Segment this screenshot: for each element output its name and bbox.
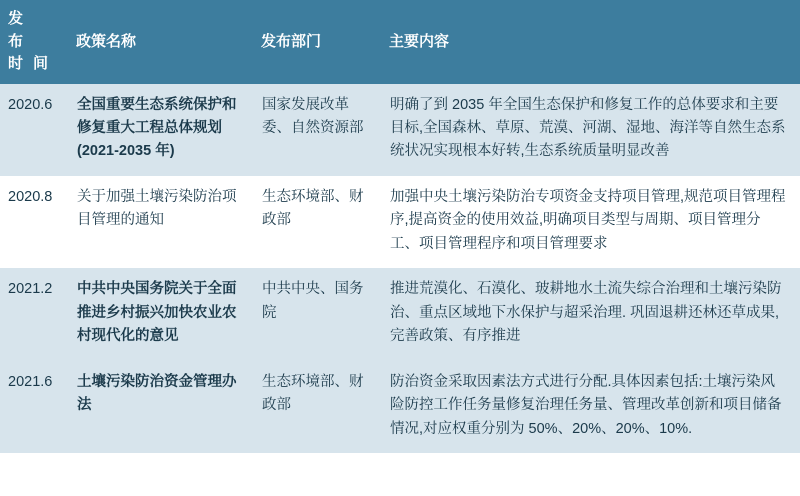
cell-content: 加强中央土壤污染防治专项资金支持项目管理,规范项目管理程序,提高资金的使用效益,明确项目类型与周期、项目管理分工、项目管理程序和项目管理要求 — [381, 176, 800, 268]
cell-time: 2020.6 — [0, 84, 68, 176]
cell-policy-name: 土壤污染防治资金管理办法 — [68, 361, 253, 453]
column-header-time-line1: 发 布 — [8, 10, 34, 50]
table-body — [0, 84, 800, 454]
cell-department: 生态环境部、财政部 — [253, 361, 381, 453]
column-header-content: 主要内容 — [381, 0, 800, 84]
table-header — [0, 0, 800, 84]
cell-department: 中共中央、国务院 — [253, 268, 381, 360]
cell-department: 生态环境部、财政部 — [253, 176, 381, 268]
table-header-row — [0, 0, 800, 84]
cell-time: 2020.8 — [0, 176, 68, 268]
cell-time: 2021.2 — [0, 268, 68, 360]
cell-policy-name: 全国重要生态系统保护和修复重大工程总体规划(2021-2035 年) — [68, 84, 253, 176]
cell-content: 防治资金采取因素法方式进行分配.具体因素包括:土壤污染风险防控工作任务量修复治理任务量、管理改革创新和项目储备情况,对应权重分别为 50%、20%、20%、10%. — [381, 361, 800, 453]
cell-content: 明确了到 2035 年全国生态保护和修复工作的总体要求和主要目标,全国森林、草原、荒漠、河湖、湿地、海洋等自然生态系统状况实现根本好转,生态系统质量明显改善 — [381, 84, 800, 176]
column-header-dept: 发布部门 — [253, 0, 381, 84]
cell-policy-name: 中共中央国务院关于全面推进乡村振兴加快农业农村现代化的意见 — [68, 268, 253, 360]
column-header-name: 政策名称 — [68, 0, 253, 84]
cell-department: 国家发展改革委、自然资源部 — [253, 84, 381, 176]
table-row — [0, 84, 800, 176]
cell-content: 推进荒漠化、石漠化、玻耕地水土流失综合治理和土壤污染防治、重点区域地下水保护与超采治理. 巩固退耕还林还草成果,完善政策、有序推进 — [381, 268, 800, 360]
cell-time: 2021.6 — [0, 361, 68, 453]
table-row — [0, 176, 800, 268]
column-header-time-line2: 时间 — [8, 55, 59, 72]
column-header-time — [0, 0, 68, 84]
table-row — [0, 268, 800, 360]
table-row — [0, 361, 800, 453]
cell-policy-name: 关于加强土壤污染防治项目管理的通知 — [68, 176, 253, 268]
